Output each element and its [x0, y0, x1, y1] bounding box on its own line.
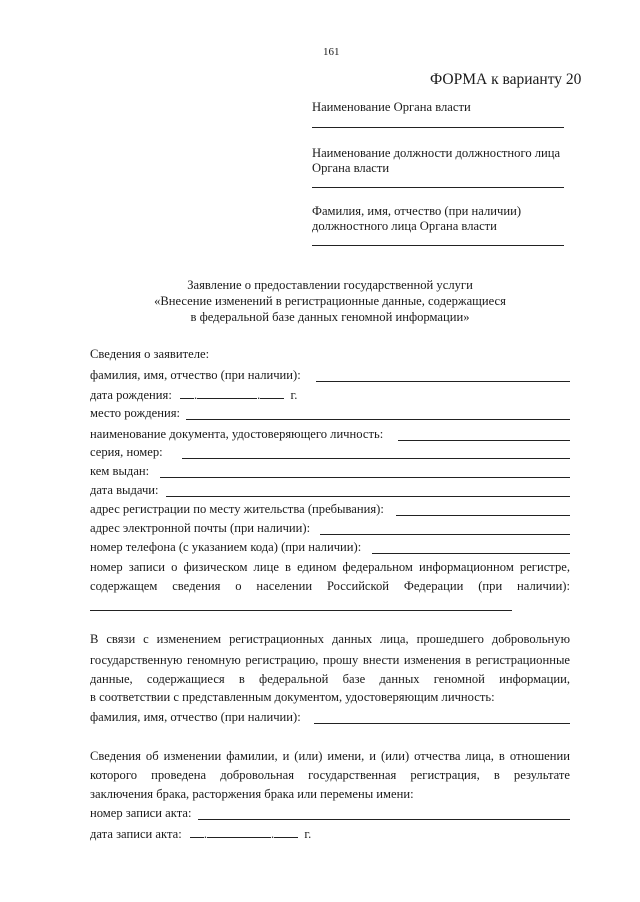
record-month-field[interactable] — [207, 826, 271, 838]
request-full-name-label: фамилия, имя, отчество (при наличии): — [90, 710, 301, 724]
record-number-label: номер записи акта: — [90, 806, 192, 820]
issue-date-label: дата выдачи: — [90, 483, 159, 497]
heading-line-3: в федеральной базе данных геномной информации» — [190, 310, 470, 324]
record-date-separator: . — [271, 827, 275, 841]
request-text-line-1: В связи с изменением регистрационных данных лица, прошедшего добровольную — [90, 632, 570, 646]
record-year-field[interactable] — [274, 826, 298, 838]
registry-number-field[interactable] — [90, 610, 512, 611]
official-position-field[interactable] — [312, 187, 564, 188]
issued-by-label: кем выдан: — [90, 464, 150, 478]
birth-date-year-suffix: г. — [290, 388, 298, 402]
birth-month-field[interactable] — [197, 387, 257, 399]
issue-date-field[interactable] — [166, 496, 570, 497]
registry-text-line-2: содержащем сведения о населении Российской Федерации (при наличии): — [90, 579, 570, 593]
birth-date-row — [90, 387, 297, 403]
name-change-text-line-2: которого проведена добровольная государственная регистрация, в результате — [90, 768, 570, 782]
heading-line-2: «Внесение изменений в регистрационные данные, содержащиеся — [154, 294, 506, 308]
id-document-label: наименование документа, удостоверяющего личность: — [90, 427, 384, 441]
birth-place-label: место рождения: — [90, 406, 180, 420]
series-number-field[interactable] — [182, 458, 570, 459]
page-number: 161 — [323, 46, 340, 58]
record-date-label: дата записи акта: — [90, 827, 182, 841]
request-text-line-3: данные, содержащиеся в федеральной базе данных геномной информации, — [90, 672, 570, 686]
birth-date-separator: . — [257, 388, 261, 402]
birth-place-field[interactable] — [186, 419, 570, 420]
birth-day-field[interactable] — [180, 387, 194, 399]
phone-label: номер телефона (с указанием кода) (при наличии): — [90, 540, 362, 554]
authority-name-field[interactable] — [312, 127, 564, 128]
phone-field[interactable] — [372, 553, 570, 554]
official-name-label-2: должностного лица Органа власти — [312, 219, 497, 233]
authority-name-label: Наименование Органа власти — [312, 100, 471, 114]
official-name-field[interactable] — [312, 245, 564, 246]
birth-year-field[interactable] — [260, 387, 284, 399]
applicant-section-title: Сведения о заявителе: — [90, 347, 210, 361]
request-text-line-4: в соответствии с представленным документом, удостоверяющим личность: — [90, 690, 495, 704]
official-position-label-2: Органа власти — [312, 161, 390, 175]
record-number-field[interactable] — [198, 819, 570, 820]
email-label: адрес электронной почты (при наличии): — [90, 521, 311, 535]
official-position-label-1: Наименование должности должностного лица — [312, 146, 561, 160]
birth-date-separator: . — [193, 388, 198, 402]
official-name-label-1: Фамилия, имя, отчество (при наличии) — [312, 204, 522, 218]
email-field[interactable] — [320, 534, 570, 535]
applicant-full-name-field[interactable] — [316, 381, 570, 382]
record-date-separator: . — [203, 827, 208, 841]
applicant-full-name-label: фамилия, имя, отчество (при наличии): — [90, 368, 301, 382]
registration-address-field[interactable] — [396, 515, 570, 516]
form-title: ФОРМА к варианту 20 — [430, 71, 582, 88]
id-document-field[interactable] — [398, 440, 570, 441]
name-change-text-line-1: Сведения об изменении фамилии, и (или) имени, и (или) отчества лица, в отношении — [90, 749, 570, 763]
request-full-name-field[interactable] — [314, 723, 570, 724]
heading-line-1: Заявление о предоставлении государственной услуги — [187, 278, 473, 292]
record-date-year-suffix: г. — [304, 827, 312, 841]
record-date-row — [90, 826, 311, 842]
registry-text-line-1: номер записи о физическом лице в едином федеральном информационном регистре, — [90, 560, 570, 574]
record-day-field[interactable] — [190, 826, 204, 838]
series-number-label: серия, номер: — [90, 445, 163, 459]
issued-by-field[interactable] — [160, 477, 570, 478]
name-change-text-line-3: заключения брака, расторжения брака или перемены имени: — [90, 787, 414, 801]
registration-address-label: адрес регистрации по месту жительства (пребывания): — [90, 502, 384, 516]
birth-date-label: дата рождения: — [90, 388, 172, 402]
request-text-line-2: государственную геномную регистрацию, прошу внести изменения в регистрационные — [90, 653, 570, 667]
